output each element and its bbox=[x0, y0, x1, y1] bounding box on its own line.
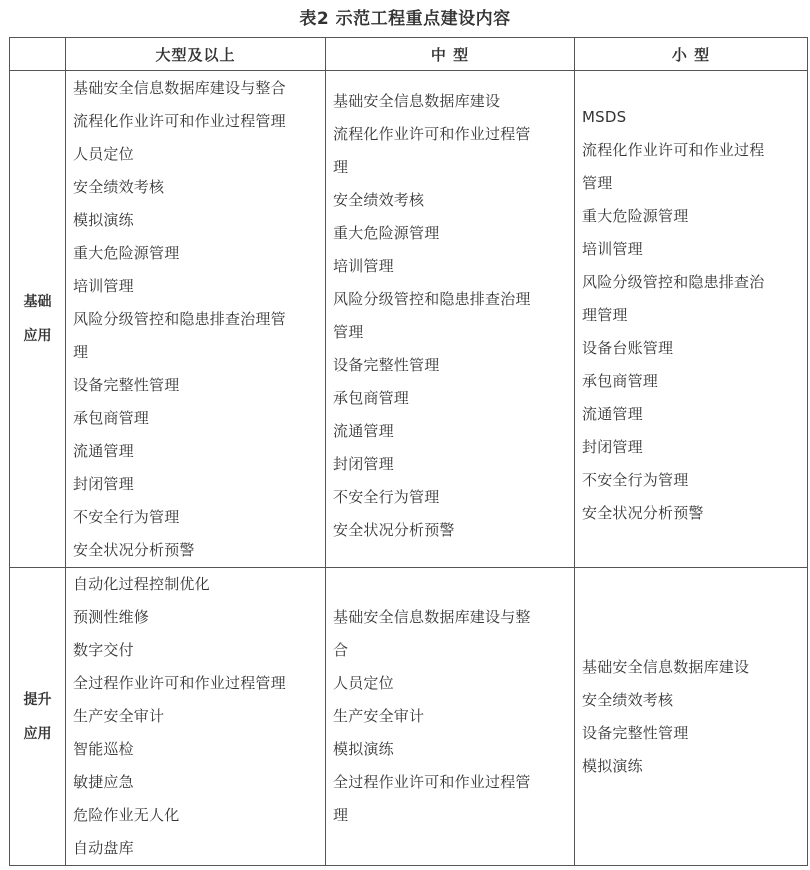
list-item: 模拟演练 bbox=[333, 740, 394, 758]
list-item: 理 bbox=[333, 158, 349, 176]
list-item: 重大危险源管理 bbox=[333, 224, 440, 242]
list-item: MSDS bbox=[582, 108, 627, 126]
header-row bbox=[10, 38, 808, 71]
list-item: 模拟演练 bbox=[73, 211, 134, 229]
list-item: 管理 bbox=[582, 174, 613, 192]
category-label-line1: 提升 bbox=[23, 691, 52, 708]
list-item: 理管理 bbox=[582, 306, 628, 324]
list-item: 设备完整性管理 bbox=[582, 723, 689, 742]
header-medium: 中 型 bbox=[326, 38, 575, 71]
list-item: 风险分级管控和隐患排查治理管 bbox=[73, 310, 286, 328]
list-item: 安全绩效考核 bbox=[582, 690, 674, 709]
list-item: 预测性维修 bbox=[73, 608, 150, 626]
list-item: 基础安全信息数据库建设 bbox=[582, 657, 750, 676]
header-large-and-above: 大型及以上 bbox=[66, 38, 326, 71]
list-item: 风险分级管控和隐患排查治 bbox=[582, 273, 765, 291]
list-item: 自动盘库 bbox=[73, 839, 134, 857]
list-item: 流通管理 bbox=[333, 422, 394, 440]
list-item: 流程化作业许可和作业过程 bbox=[582, 141, 765, 159]
list-item: 封闭管理 bbox=[73, 475, 134, 493]
list-item: 人员定位 bbox=[333, 674, 394, 692]
list-item: 人员定位 bbox=[73, 145, 134, 163]
list-item: 设备完整性管理 bbox=[73, 376, 180, 394]
list-item: 风险分级管控和隐患排查治理 bbox=[333, 290, 531, 308]
list-item: 智能巡检 bbox=[73, 740, 134, 758]
list-item: 全过程作业许可和作业过程管理 bbox=[73, 674, 286, 692]
list-item: 培训管理 bbox=[333, 257, 394, 275]
list-item: 重大危险源管理 bbox=[582, 207, 689, 225]
advanced-large-cell bbox=[66, 568, 326, 866]
list-item: 培训管理 bbox=[73, 277, 134, 295]
header-small: 小 型 bbox=[575, 38, 808, 71]
list-item: 数字交付 bbox=[73, 641, 134, 659]
list-item: 基础安全信息数据库建设与整 bbox=[333, 608, 531, 626]
list-item: 流通管理 bbox=[73, 442, 134, 460]
advanced-large-list bbox=[66, 568, 325, 865]
list-item: 重大危险源管理 bbox=[73, 244, 180, 262]
list-item: 安全状况分析预警 bbox=[73, 541, 195, 559]
list-item: 理 bbox=[333, 806, 349, 824]
advanced-small-cell bbox=[575, 568, 808, 866]
advanced-medium-list bbox=[326, 601, 574, 832]
list-item: 封闭管理 bbox=[582, 438, 643, 456]
list-item: 基础安全信息数据库建设 bbox=[333, 92, 501, 110]
list-item: 基础安全信息数据库建设与整合 bbox=[73, 79, 286, 97]
list-item: 承包商管理 bbox=[73, 409, 150, 427]
category-label-line2: 应用 bbox=[23, 725, 52, 742]
list-item: 全过程作业许可和作业过程管 bbox=[333, 773, 531, 791]
list-item: 承包商管理 bbox=[333, 389, 410, 407]
basic-small-list bbox=[575, 71, 807, 530]
list-item: 安全绩效考核 bbox=[333, 191, 425, 209]
list-item: 培训管理 bbox=[582, 240, 643, 258]
category-cell-basic bbox=[10, 71, 66, 568]
category-label-line1: 基础 bbox=[23, 294, 52, 310]
list-item: 设备完整性管理 bbox=[333, 356, 440, 374]
basic-large-list bbox=[66, 71, 325, 567]
category-label-line2: 应用 bbox=[23, 328, 52, 344]
header-category-blank bbox=[10, 38, 66, 71]
list-item: 模拟演练 bbox=[582, 756, 643, 775]
basic-medium-cell bbox=[326, 71, 575, 568]
advanced-medium-cell bbox=[326, 568, 575, 866]
list-item: 不安全行为管理 bbox=[582, 471, 689, 489]
list-item: 生产安全审计 bbox=[333, 707, 425, 725]
list-item: 流程化作业许可和作业过程管理 bbox=[73, 112, 286, 130]
list-item: 承包商管理 bbox=[582, 372, 659, 390]
list-item: 设备台账管理 bbox=[582, 339, 674, 357]
advanced-small-list bbox=[575, 651, 807, 783]
list-item: 合 bbox=[333, 641, 349, 659]
list-item: 安全状况分析预警 bbox=[333, 521, 455, 539]
list-item: 流通管理 bbox=[582, 405, 643, 423]
list-item: 危险作业无人化 bbox=[73, 806, 180, 824]
table-row-advanced-application bbox=[10, 568, 808, 866]
list-item: 敏捷应急 bbox=[73, 773, 134, 791]
basic-small-cell bbox=[575, 71, 808, 568]
list-item: 生产安全审计 bbox=[73, 707, 165, 725]
basic-medium-list bbox=[326, 71, 574, 547]
list-item: 自动化过程控制优化 bbox=[73, 575, 210, 593]
basic-large-cell bbox=[66, 71, 326, 568]
table-row-basic-application bbox=[10, 71, 808, 568]
list-item: 不安全行为管理 bbox=[333, 488, 440, 506]
list-item: 封闭管理 bbox=[333, 455, 394, 473]
list-item: 管理 bbox=[333, 323, 364, 341]
construction-content-table bbox=[9, 37, 808, 866]
list-item: 安全状况分析预警 bbox=[582, 504, 704, 522]
list-item: 不安全行为管理 bbox=[73, 508, 180, 526]
table-title: 表2 示范工程重点建设内容 bbox=[299, 9, 511, 29]
list-item: 理 bbox=[73, 343, 89, 361]
list-item: 安全绩效考核 bbox=[73, 178, 165, 196]
list-item: 流程化作业许可和作业过程管 bbox=[333, 125, 531, 143]
category-cell-advanced bbox=[10, 568, 66, 866]
